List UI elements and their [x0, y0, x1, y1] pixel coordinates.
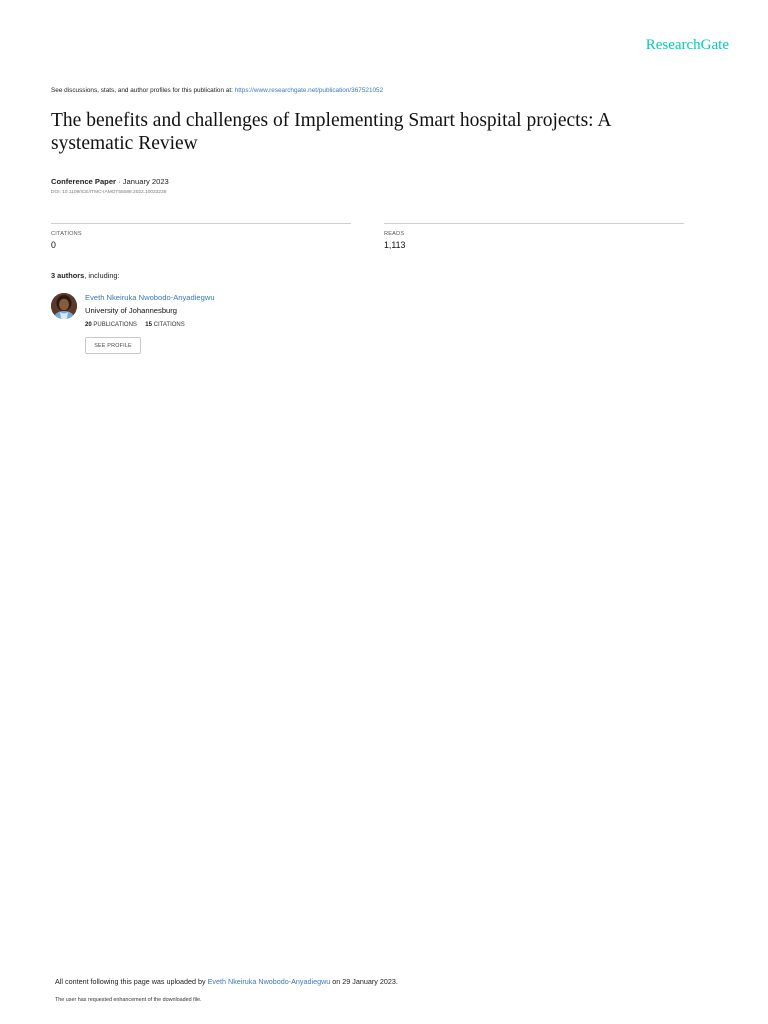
uploaded-suffix: on 29 January 2023.: [330, 977, 398, 986]
citations-label: CITATIONS: [51, 231, 82, 237]
publication-doi: DOI: 10.1109/ICE/ITMC-IAMOT55089.2022.10033238: [51, 190, 167, 195]
reads-stat: [384, 223, 684, 250]
author-stats: [85, 322, 185, 328]
citations-stat: [51, 223, 351, 250]
citations-value: 0: [51, 240, 56, 250]
author-publications-count: 20: [85, 322, 92, 328]
author-avatar[interactable]: [51, 293, 77, 319]
publication-date: · January 2023: [118, 177, 169, 186]
authors-including: , including:: [84, 271, 120, 280]
authors-count: 3 authors: [51, 271, 85, 280]
researchgate-logo[interactable]: ResearchGate: [645, 37, 729, 53]
avatar-photo: [51, 293, 77, 319]
publication-title: The benefits and challenges of Implementing Smart hospital projects: A systematic Review: [51, 110, 611, 154]
uploaded-line: [55, 977, 398, 986]
author-citations-label: CITATIONS: [153, 322, 185, 328]
uploader-link[interactable]: Eveth Nkeiruka Nwobodo-Anyadiegwu: [207, 977, 331, 986]
discussion-line: [51, 87, 383, 94]
author-publications-label: PUBLICATIONS: [93, 322, 137, 328]
author-name-link[interactable]: Eveth Nkeiruka Nwobodo-Anyadiegwu: [85, 293, 215, 302]
see-profile-button[interactable]: SEE PROFILE: [85, 337, 141, 354]
reads-value: 1,113: [384, 240, 406, 250]
authors-heading: [51, 271, 120, 280]
discussion-text: See discussions, stats, and author profiles for this publication at:: [51, 87, 235, 94]
reads-label: READS: [384, 231, 405, 237]
publication-type: Conference Paper: [51, 177, 116, 186]
publication-meta: [51, 177, 169, 186]
enhancement-note: The user has requested enhancement of the downloaded file.: [55, 997, 202, 1003]
uploaded-prefix: All content following this page was uploaded by: [55, 977, 208, 986]
author-institution: University of Johannesburg: [85, 306, 178, 315]
publication-link[interactable]: https://www.researchgate.net/publication/367521052: [234, 87, 384, 94]
author-citations-count: 15: [145, 322, 152, 328]
